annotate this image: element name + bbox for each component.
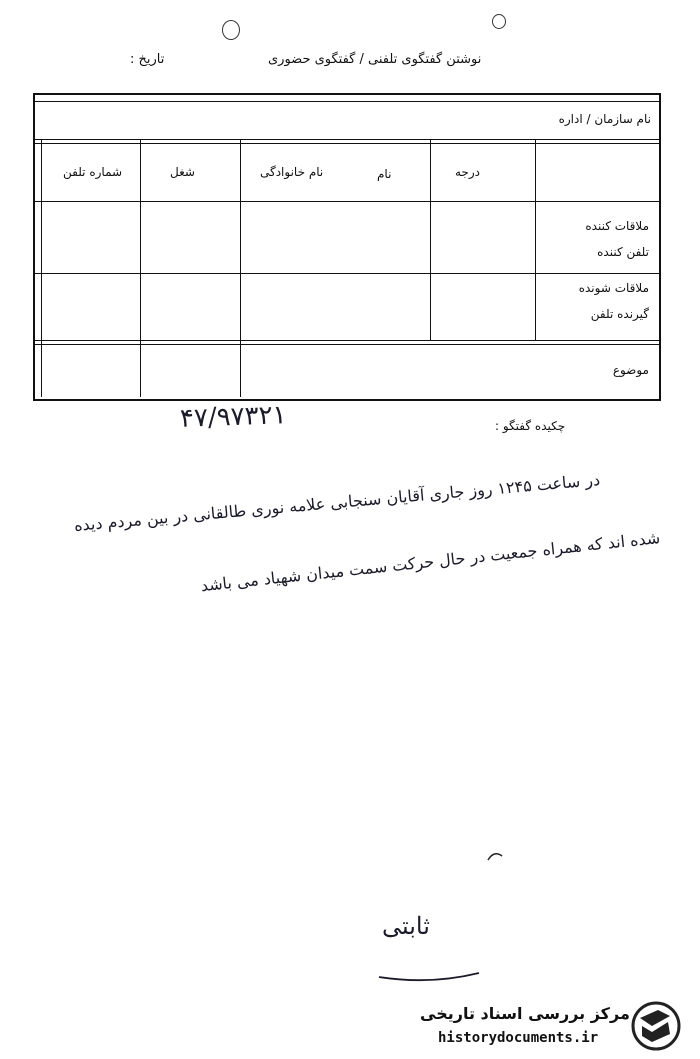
col-line-3b [430,273,431,340]
col-job: شغل [170,165,195,179]
handwritten-line-1: در ساعت ۱۲۴۵ روز جاری آقایان سنجابی علامه نوری طالقانی در بین مردم دیده [73,470,601,535]
row-rule-2 [35,273,659,274]
col-line-1 [140,139,141,397]
archive-logo-icon [628,1000,686,1052]
col-line-2 [240,139,241,397]
col-line-0 [41,139,42,397]
org-label: نام سازمان / اداره [558,112,651,126]
col-line-3 [430,139,431,273]
row-visitor-label: ملاقات کننده [585,219,649,233]
subject-label: موضوع [612,363,649,377]
watermark-site: historydocuments.ir [438,1030,599,1046]
signature: ثابتی [382,912,430,940]
punch-hole-right [492,14,506,29]
row-rule-3 [35,340,659,341]
watermark-title: مرکز بررسی اسناد تاریخی [420,1004,630,1023]
handwritten-number: ۴۷/۹۷۳۲۱ [179,400,288,434]
row-visited-label: ملاقات شونده [578,281,649,295]
form-title: نوشتن گفتگوی تلفنی / گفتگوی حضوری [268,52,482,67]
signature-underline [375,965,485,985]
date-label: تاریخ : [130,52,165,67]
col-line-4b [535,273,536,340]
pen-mark [486,848,506,864]
header-rule-1 [35,139,659,140]
col-family-name: نام خانوادگی [260,165,324,179]
col-phone: شماره تلفن [63,165,123,179]
top-rule [35,101,659,102]
row-rule-1 [35,201,659,202]
handwritten-line-2: شده اند که همراه جمعیت در حال حرکت سمت میدان شهیاد می باشد [199,528,661,596]
col-degree: درجه [455,165,480,179]
row-caller-label: تلفن کننده [597,245,649,259]
col-line-4 [535,139,536,273]
form-table [33,93,661,401]
col-name: نام [377,167,392,181]
row-receiver-label: گیرنده تلفن [590,307,649,321]
row-rule-4 [35,344,659,345]
header-rule-2 [35,143,659,144]
summary-label: چکیده گفتگو : [495,419,566,433]
punch-hole-left [222,20,240,40]
